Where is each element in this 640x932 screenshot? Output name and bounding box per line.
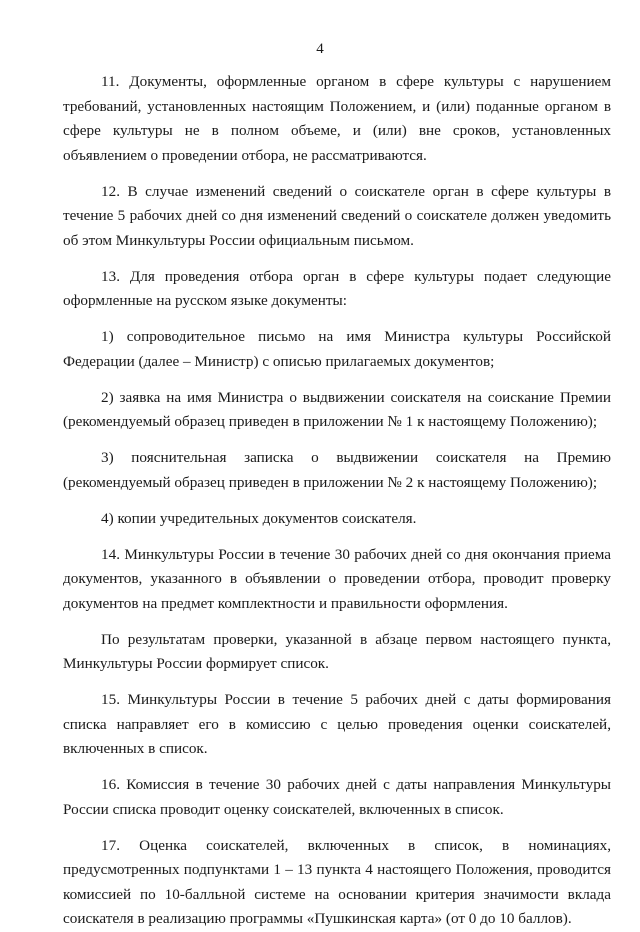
- paragraph-17: 17. Оценка соискателей, включенных в список, в номинациях, предусмотренных подпунктами 1 – 13 пункта 4 настоящего Положения, проводится комиссией по 10-балльной системе на основании критерия значимости вклада соискателя в реализацию программы «Пушкинская карта» (от 0 до 10 баллов).: [63, 836, 611, 927]
- paragraph-13: 13. Для проведения отбора орган в сфере культуры подает следующие оформленные на русском языке документы:: [63, 267, 611, 309]
- paragraph-12: 12. В случае изменений сведений о соискателе орган в сфере культуры в течение 5 рабочих дней со дня изменений сведений о соискателе должен уведомить об этом Минкультуры России официальным письмом.: [63, 182, 611, 249]
- list-item-2: 2) заявка на имя Министра о выдвижении соискателя на соискание Премии (рекомендуемый образец приведен в приложении № 1 к настоящему Положению);: [63, 388, 611, 430]
- page-number: 4: [316, 41, 324, 57]
- list-item-1: 1) сопроводительное письмо на имя Министра культуры Российской Федерации (далее – Министр) с описью прилагаемых документов;: [63, 328, 611, 370]
- paragraph-11: 11. Документы, оформленные органом в сфере культуры с нарушением требований, установленных настоящим Положением, и (или) поданные органом в сфере культуры не в полном объеме, и (или) вне сроков, установленных объявлением о проведении отбора, не рассматриваются.: [63, 73, 611, 164]
- document-body: [63, 70, 611, 932]
- list-item-4: 4) копии учредительных документов соискателя.: [101, 509, 417, 527]
- paragraph-14: 14. Минкультуры России в течение 30 рабочих дней со дня окончания приема документов, указанного в объявлении о проведении отбора, проводит проверку документов на предмет комплектности и правильности оформления.: [63, 545, 611, 612]
- paragraph-15: 15. Минкультуры России в течение 5 рабочих дней с даты формирования списка направляет его в комиссию с целью проведения оценки соискателей, включенных в список.: [63, 691, 611, 757]
- list-item-3: 3) пояснительная записка о выдвижении соискателя на Премию (рекомендуемый образец приведен в приложении № 2 к настоящему Положению);: [63, 449, 611, 491]
- paragraph-16: 16. Комиссия в течение 30 рабочих дней с даты направления Минкультуры России списка проводит оценку соискателей, включенных в список.: [63, 776, 611, 818]
- paragraph-14-subparagraph: По результатам проверки, указанной в абзаце первом настоящего пункта, Минкультуры России формирует список.: [63, 630, 611, 672]
